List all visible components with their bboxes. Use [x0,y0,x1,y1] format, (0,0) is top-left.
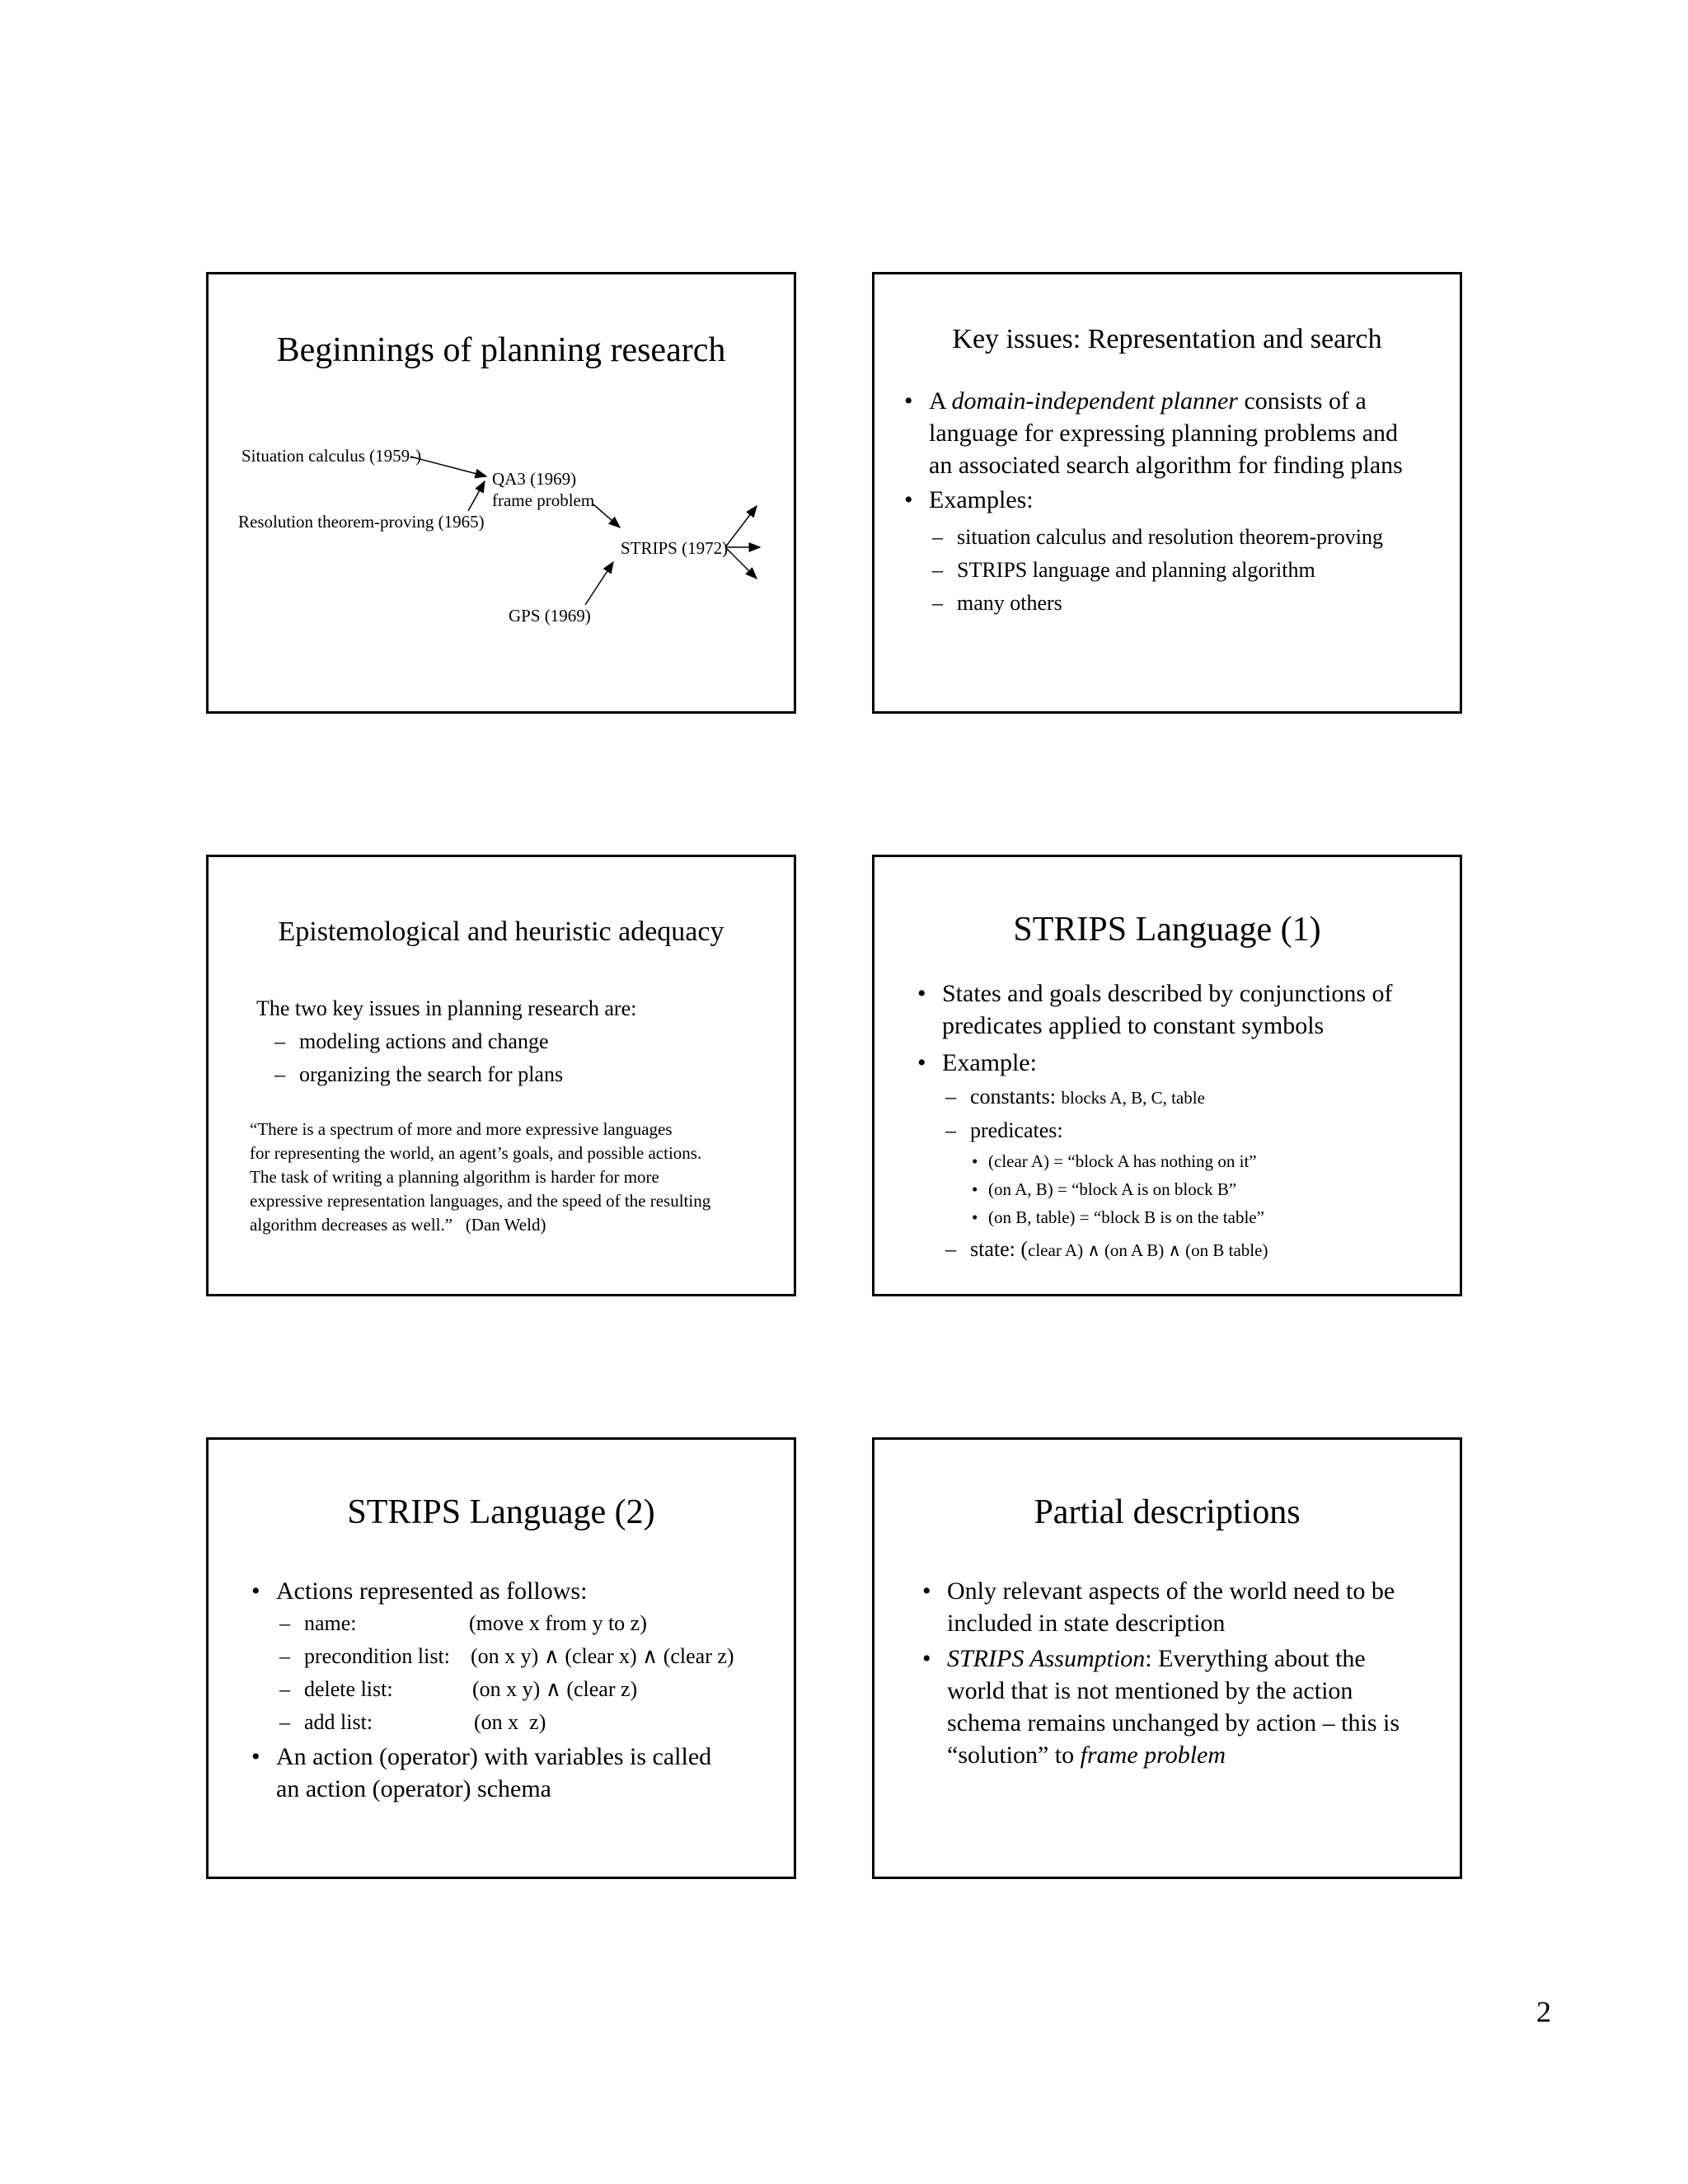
bullet-item [917,977,1393,1042]
arrow-strips-down [725,547,757,579]
sub-bullet-item [274,1058,636,1091]
sub-bullet-text: state: ( [970,1237,1029,1261]
row-value: (move x from y to z) [469,1611,647,1635]
dash-icon: – [274,1029,285,1053]
slide-body [917,977,1393,1267]
bullet-text: included in state description [947,1610,1226,1637]
bullet-text: Examples: [929,486,1034,513]
bullet-item [922,1643,1400,1771]
state-value: clear A) ∧ (on A B) ∧ (on B table) [1028,1240,1268,1260]
bullet-emphasis: STRIPS Assumption [947,1645,1146,1672]
predicate-text: (on B, table) = “block B is on the table” [988,1207,1264,1227]
dash-icon: – [932,525,943,549]
bullet-icon: • [922,1577,931,1605]
quote-line: algorithm decreases as well.” (Dan Weld) [250,1215,546,1235]
node-qa3: QA3 (1969) [492,469,577,489]
bullet-item [251,1741,734,1805]
bullet-icon: • [251,1577,260,1605]
bullet-item [904,484,1403,516]
predicate-item [972,1147,1393,1175]
bullet-item [917,1047,1393,1079]
bullet-text: language for expressing planning problems and [929,419,1399,447]
slide-epistemological-adequacy [206,855,796,1296]
row-value: (on x z) [474,1710,546,1734]
bullet-text: Example: [942,1049,1037,1076]
sub-bullet-predicates [945,1114,1393,1147]
action-row-precondition [279,1640,734,1673]
slide-key-issues [872,272,1462,714]
row-label: delete list: [304,1677,393,1701]
row-label: precondition list: [304,1644,450,1668]
quote-line: The task of writing a planning algorithm is harder for more [250,1167,659,1187]
sub-bullet-text: constants: [970,1085,1062,1108]
bullet-item [922,1575,1400,1639]
sub-bullet-constants [945,1080,1393,1114]
action-row-add [279,1706,734,1739]
bullet-text: consists of a [1237,387,1367,415]
sub-bullet-text: modeling actions and change [299,1029,549,1053]
node-gps: GPS (1969) [509,606,591,626]
predicate-text: (clear A) = “block A has nothing on it” [988,1151,1257,1171]
quote-line: for representing the world, an agent’s goals, and possible actions. [250,1143,702,1163]
bullet-text: An action (operator) with variables is called [276,1743,712,1770]
bullet-text: an action (operator) schema [276,1775,551,1802]
weld-quote [250,1118,710,1237]
sub-bullet-text: STRIPS language and planning algorithm [957,558,1315,582]
row-label: add list: [304,1710,373,1734]
bullet-text: : Everything about the [1145,1645,1366,1672]
predicate-item [972,1175,1393,1203]
node-situation-calculus: Situation calculus (1959-) [241,446,422,466]
sub-bullet-item [932,521,1403,554]
quote-line: expressive representation languages, and the speed of the resulting [250,1191,711,1211]
dash-icon: – [279,1611,290,1635]
dash-icon: – [932,591,943,615]
predicate-text: (on A, B) = “block A is on block B” [988,1179,1237,1199]
sub-bullet-text: situation calculus and resolution theorem-proving [957,525,1383,549]
intro-text: The two key issues in planning research are: [256,996,637,1020]
bullet-icon: • [972,1179,978,1199]
arrow-strips-up [725,506,757,547]
bullet-item [904,385,1403,481]
slide-title: Beginnings of planning research [276,331,726,369]
bullet-text: A [929,387,952,415]
sub-bullet-item [274,1025,636,1058]
quote-line: “There is a spectrum of more and more expressive languages [250,1119,673,1139]
dash-icon: – [279,1677,290,1701]
dash-icon: – [945,1237,956,1261]
bullet-text: world that is not mentioned by the action [947,1677,1353,1704]
slide-strips-language-2 [206,1437,796,1879]
sub-bullet-item [932,554,1403,587]
slide-body [256,992,636,1091]
slide-title: Epistemological and heuristic adequacy [278,916,724,947]
slide-body [251,1575,734,1805]
arrow-situation-to-qa3 [410,457,486,476]
sub-bullet-state [945,1233,1393,1267]
row-label: name: [304,1611,357,1635]
page-number: 2 [1536,1995,1551,2028]
bullet-item [251,1575,734,1607]
dash-icon: – [279,1644,290,1668]
slide-body [904,385,1403,620]
bullet-text: Only relevant aspects of the world need to be [947,1577,1395,1605]
predicate-item [972,1203,1393,1231]
arrow-qa3-to-strips [593,504,620,527]
sub-bullet-item [932,587,1403,620]
bullet-text: an associated search algorithm for finding plans [929,452,1403,479]
slide-beginnings-of-planning [206,272,796,714]
bullet-text: States and goals described by conjunctions of [942,980,1393,1007]
bullet-text: predicates applied to constant symbols [942,1012,1325,1039]
slide-body [922,1575,1400,1771]
slide-title: STRIPS Language (1) [1013,911,1321,949]
slide-title: Partial descriptions [1034,1493,1301,1531]
sub-bullet-text: organizing the search for plans [299,1062,564,1086]
bullet-icon: • [972,1151,978,1171]
dash-icon: – [945,1118,956,1142]
bullet-icon: • [917,980,926,1007]
slide-title: Key issues: Representation and search [952,324,1382,354]
bullet-emphasis: frame problem [1080,1741,1226,1769]
dash-icon: – [274,1062,285,1086]
row-value: (on x y) ∧ (clear z) [472,1677,638,1701]
bullet-icon: • [917,1049,926,1076]
bullet-text: “solution” to [947,1741,1081,1769]
node-strips: STRIPS (1972) [621,538,729,558]
bullet-icon: • [904,486,913,513]
action-row-name [279,1607,734,1640]
bullet-icon: • [251,1743,260,1770]
bullet-text: schema remains unchanged by action – this is [947,1709,1400,1736]
action-row-delete [279,1673,734,1706]
constants-value: blocks A, B, C, table [1061,1088,1205,1108]
bullet-icon: • [904,387,913,415]
node-frame-problem: frame problem [492,490,595,510]
dash-icon: – [279,1710,290,1734]
sub-bullet-text: predicates: [970,1118,1063,1142]
sub-bullet-text: many others [957,591,1062,615]
bullet-text: Actions represented as follows: [276,1577,588,1605]
bullet-icon: • [922,1645,931,1672]
slide-partial-descriptions [872,1437,1462,1879]
slide-title: STRIPS Language (2) [347,1493,655,1531]
bullet-icon: • [972,1207,978,1227]
slide-strips-language-1 [872,855,1462,1296]
row-value: (on x y) ∧ (clear x) ∧ (clear z) [471,1644,734,1668]
dash-icon: – [945,1085,956,1108]
bullet-emphasis: domain-independent planner [951,387,1238,415]
arrow-resolution-to-qa3 [468,481,485,511]
arrow-gps-to-strips [585,562,613,605]
dash-icon: – [932,558,943,582]
node-resolution: Resolution theorem-proving (1965) [238,512,485,532]
